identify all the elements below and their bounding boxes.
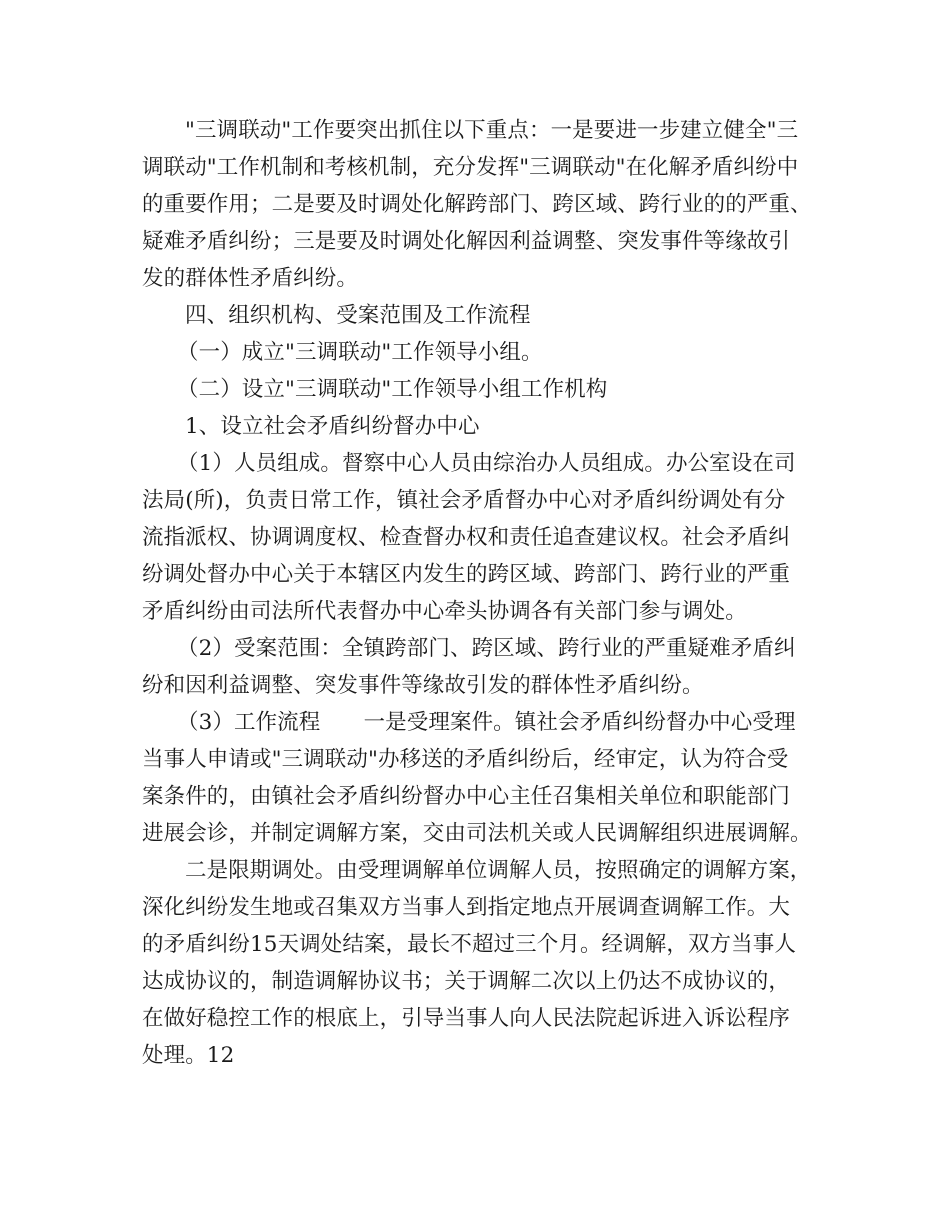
text-line: 的重要作用；二是要及时调处化解跨部门、跨区域、跨行业的的严重、 [142,192,812,217]
text-line: 调联动"工作机制和考核机制，充分发挥"三调联动"在化解矛盾纠纷中 [142,155,799,180]
text-line: （3）工作流程 一是受理案件。镇社会矛盾纠纷督办中心受理 [177,710,796,735]
text-line: 当事人申请或"三调联动"办移送的矛盾纠纷后，经审定，认为符合受 [142,747,789,772]
text-line: （一）成立"三调联动"工作领导小组。 [177,340,543,365]
text-line: 发的群体性矛盾纠纷。 [142,266,359,291]
text-line: 1、设立社会矛盾纠纷督办中心 [185,414,480,439]
text-line: 纷调处督办中心关于本辖区内发生的跨区域、跨部门、跨行业的严重 [142,562,791,587]
text-line: 处理。12 [142,1043,235,1068]
document-body [142,116,832,1078]
text-line: 矛盾纠纷由司法所代表督办中心牵头协调各有关部门参与调处。 [142,599,747,624]
text-line: 在做好稳控工作的根底上，引导当事人向人民法院起诉进入诉讼程序 [142,1006,791,1031]
text-line: "三调联动"工作要突出抓住以下重点：一是要进一步建立健全"三 [185,118,799,143]
text-line: 疑难矛盾纠纷；三是要及时调处化解因利益调整、突发事件等缘故引 [142,229,791,254]
text-line: （2）受案范围：全镇跨部门、跨区域、跨行业的严重疑难矛盾纠 [177,636,796,661]
text-line: 纷和因利益调整、突发事件等缘故引发的群体性矛盾纠纷。 [142,673,704,698]
text-line: 案条件的，由镇社会矛盾纠纷督办中心主任召集相关单位和职能部门 [142,784,791,809]
text-line: 深化纠纷发生地或召集双方当事人到指定地点开展调查调解工作。大 [142,895,791,920]
text-line: （二）设立"三调联动"工作领导小组工作机构 [177,377,608,402]
text-line: 二是限期调处。由受理调解单位调解人员，按照确定的调解方案， [185,858,812,883]
text-line: 进展会诊，并制定调解方案，交由司法机关或人民调解组织进展调解。 [142,821,812,846]
text-line: 的矛盾纠纷15天调处结案，最长不超过三个月。经调解，双方当事人 [142,932,796,957]
text-line: （1）人员组成。督察中心人员由综治办人员组成。办公室设在司 [177,451,796,476]
text-line: 流指派权、协调调度权、检查督办权和责任追查建议权。社会矛盾纠 [142,525,791,550]
text-line: 法局(所)，负责日常工作，镇社会矛盾督办中心对矛盾纠纷调处有分 [142,488,786,513]
text-line: 四、组织机构、受案范围及工作流程 [185,303,531,328]
text-line: 达成协议的，制造调解协议书；关于调解二次以上仍达不成协议的， [142,969,791,994]
